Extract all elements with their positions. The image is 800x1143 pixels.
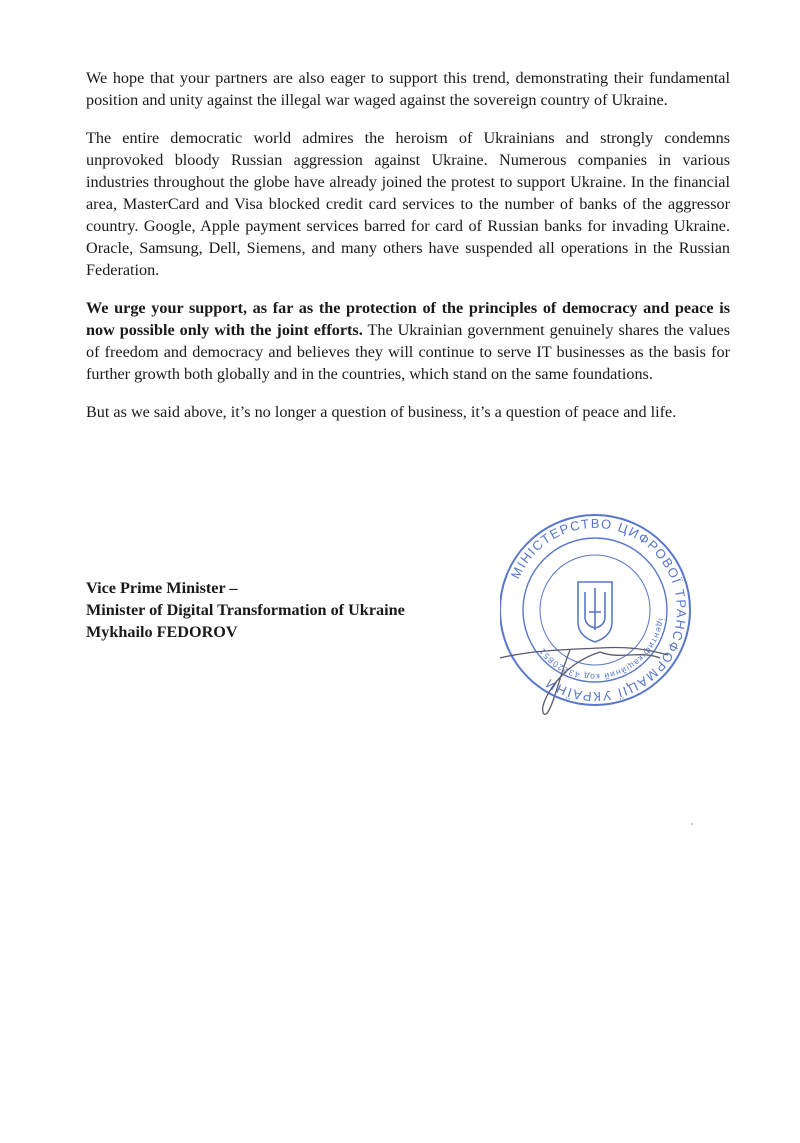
scan-speck — [691, 823, 693, 825]
signature-block — [86, 577, 405, 643]
official-seal — [500, 500, 740, 720]
seal-inner-text: ідентифікаційний код 43220851 — [536, 617, 667, 683]
urge-support-rest: The Ukrainian government genuinely shares the values of freedom and democracy and believes they will continue to serve IT businesses as the basis for further growth both globally and in the countries, which stand on the same foundations. — [86, 321, 730, 383]
signatory-title-1: Vice Prime Minister – — [86, 579, 238, 597]
paragraph-support-trend: We hope that your partners are also eager to support this trend, demonstrating their fundamental position and unity against the illegal war waged against the sovereign country of Ukraine. — [86, 69, 730, 109]
seal-outer-text: МІНІСТЕРСТВО ЦИФРОВОЇ ТРАНСФОРМАЦІЇ УКРАЇНИ — [507, 515, 690, 705]
paragraph-democratic-world: The entire democratic world admires the heroism of Ukrainians and strongly condemns unprovoked bloody Russian aggression against Ukraine. Numerous companies in various industries throughout the globe have already joined the protest to support Ukraine. In the financial area, MasterCard and Visa blocked credit card services to the number of banks of the aggressor country. Google, Apple payment services barred for card of Russian banks for invading Ukraine. Oracle, Samsung, Dell, Siemens, and many others have suspended all operations in the Russian Federation. — [86, 129, 730, 279]
signatory-name: Mykhailo FEDOROV — [86, 623, 238, 641]
letter-body — [86, 67, 730, 439]
trident-icon — [578, 582, 612, 642]
paragraph-urge-support — [86, 297, 730, 385]
paragraph-question-of-peace: But as we said above, it’s no longer a question of business, it’s a question of peace and life. — [86, 403, 677, 421]
signatory-title-2: Minister of Digital Transformation of Ukraine — [86, 601, 405, 619]
urge-support-emphasis: We urge your support, as far as the protection of the principles of democracy and peace is now possible only with the joint efforts. — [86, 299, 730, 339]
